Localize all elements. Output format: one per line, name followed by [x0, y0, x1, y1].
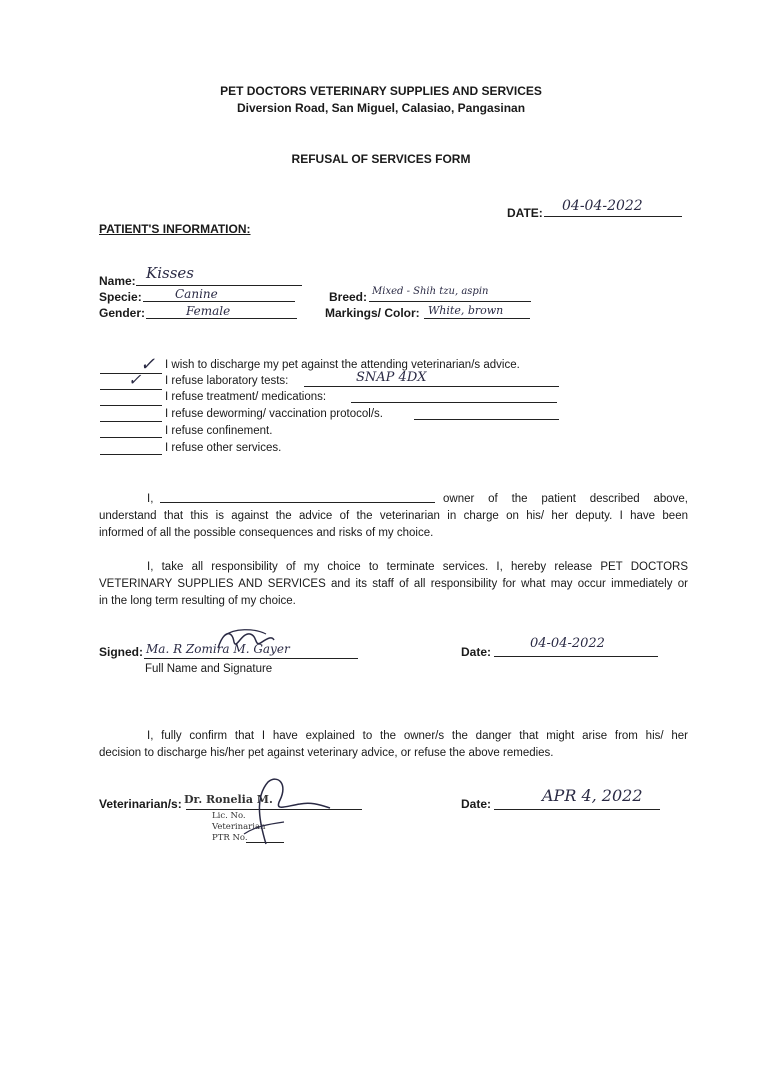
gender-line	[146, 318, 297, 319]
option-4-detail-line	[414, 419, 559, 420]
release-line-3: in the long term resulting of my choice.	[99, 595, 296, 607]
specie-value: Canine	[175, 287, 218, 301]
option-4-checkbox[interactable]	[100, 421, 162, 422]
option-3-detail-line	[351, 402, 557, 403]
date-label: DATE:	[507, 206, 543, 220]
markings-line	[424, 318, 530, 319]
vet-date-label: Date:	[461, 797, 492, 811]
option-2-checkmark: ✓	[128, 370, 142, 389]
signature-caption: Full Name and Signature	[145, 663, 273, 675]
statement-line-1: understand that this is against the advice of the veterinarian in charge on his/ her deputy. I have been	[99, 510, 688, 522]
breed-line	[369, 301, 531, 302]
option-5-checkbox[interactable]	[100, 437, 162, 438]
owner-suffix: owner of the patient described above,	[443, 493, 688, 505]
signed-label: Signed:	[99, 645, 143, 659]
release-line-2: VETERINARY SUPPLIES AND SERVICES and its staff of all responsibility for what may occur immediately or	[99, 578, 688, 590]
gender-value: Female	[186, 304, 231, 318]
owner-prefix: I,	[147, 493, 154, 505]
release-line-1: I, take all responsibility of my choice to terminate services. I, hereby release PET DOCTORS	[147, 561, 688, 573]
confirmation-line-1: I, fully confirm that I have explained to the owner/s the danger that might arise from his/ her	[147, 730, 688, 742]
owner-name-line	[160, 502, 435, 503]
specie-line	[143, 301, 295, 302]
vet-date-line	[494, 809, 660, 810]
breed-label: Breed:	[329, 290, 368, 304]
date-line	[544, 216, 682, 217]
name-value: Kisses	[146, 264, 194, 282]
option-5-text: I refuse confinement.	[165, 425, 273, 437]
option-2-checkbox[interactable]	[100, 389, 162, 390]
option-1-text: I wish to discharge my pet against the attending veterinarian/s advice.	[165, 359, 520, 371]
vet-date-value: APR 4, 2022	[542, 786, 643, 805]
markings-label: Markings/ Color:	[325, 306, 420, 320]
markings-value: White, brown	[428, 304, 504, 317]
option-6-checkbox[interactable]	[100, 454, 162, 455]
owner-date-label: Date:	[461, 645, 492, 659]
company-address: Diversion Road, San Miguel, Calasiao, Pangasinan	[236, 101, 526, 115]
date-value: 04-04-2022	[562, 198, 643, 214]
option-2-detail: SNAP 4DX	[356, 370, 427, 385]
breed-value: Mixed - Shih tzu, aspin	[372, 286, 489, 297]
owner-signature-value: Ma. R Zomira M. Gayer	[146, 642, 290, 656]
vet-stamp-license: Lic. No.	[212, 811, 246, 821]
vet-stamp-role: Veterinarian	[212, 822, 266, 832]
vet-stamp-ptr: PTR No.	[212, 833, 248, 843]
confirmation-line-2: decision to discharge his/her pet against veterinary advice, or refuse the above remedies.	[99, 747, 554, 759]
option-6-text: I refuse other services.	[165, 442, 282, 454]
form-title: REFUSAL OF SERVICES FORM	[291, 152, 471, 166]
option-2-text: I refuse laboratory tests:	[165, 375, 289, 387]
gender-label: Gender:	[99, 306, 146, 320]
veterinarian-label: Veterinarian/s:	[99, 797, 182, 811]
patient-section-title: PATIENT'S INFORMATION:	[99, 222, 251, 236]
option-3-checkbox[interactable]	[100, 405, 162, 406]
option-1-checkmark: ✓	[140, 354, 156, 375]
name-line	[136, 285, 302, 286]
option-4-text: I refuse deworming/ vaccination protocol/s.	[165, 408, 383, 420]
vet-signature-scribble	[226, 774, 336, 854]
option-2-detail-line	[304, 386, 559, 387]
company-name: PET DOCTORS VETERINARY SUPPLIES AND SERVICES	[220, 84, 542, 98]
signed-line	[144, 658, 358, 659]
owner-date-line	[494, 656, 658, 657]
specie-label: Specie:	[99, 290, 142, 304]
statement-line-2: informed of all the possible consequences and risks of my choice.	[99, 527, 434, 539]
name-label: Name:	[99, 274, 136, 288]
vet-stamp-name: Dr. Ronelia M.	[184, 793, 273, 806]
option-3-text: I refuse treatment/ medications:	[165, 391, 327, 403]
owner-date-value: 04-04-2022	[530, 636, 605, 651]
